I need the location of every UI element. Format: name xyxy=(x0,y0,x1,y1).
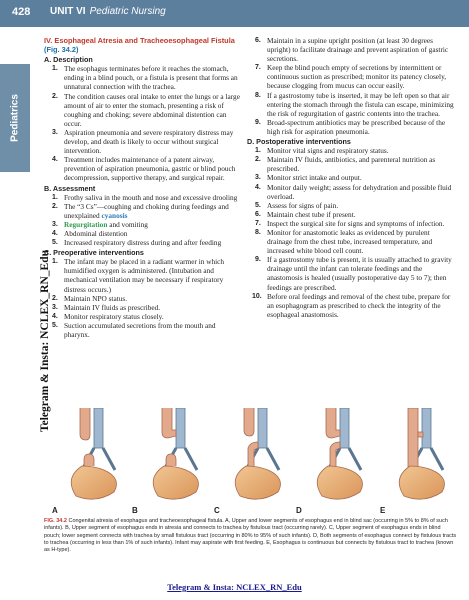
list-item-text: Maintain in a supine upright position (at least 30 degrees upright) to facilitate drainage and prevent aspiration of gastric secretions. xyxy=(267,36,449,64)
list-item-text: and vomiting xyxy=(107,219,148,229)
list-item: 4. Treatment includes maintenance of a patent airway, prevention of aspiration pneumonia, gastric or blind pouch decompression, supportive therapy, and surgical repair. xyxy=(52,155,236,183)
figure-label-e: E xyxy=(380,506,386,515)
list-item-text: Monitor daily weight; assess for dehydration and possible fluid overload. xyxy=(267,182,452,201)
list-item-text: Assess for signs of pain. xyxy=(267,200,339,210)
list-item-text: Monitor vital signs and respiratory status. xyxy=(267,146,389,156)
list-item: 3. Regurgitation and vomiting xyxy=(52,219,148,229)
figure-caption xyxy=(44,518,458,554)
list-item: 6. Maintain chest tube if present. xyxy=(255,209,356,219)
page-header xyxy=(0,0,469,27)
left-column xyxy=(44,36,240,339)
list-item-text: If a gastrostomy tube is inserted, it may be left open so that air entering the stomach through the fistula can escape, minimizing the risk of regurgitation of gastric contents into the trachea. xyxy=(267,90,454,118)
list-item: 3. Maintain IV fluids as prescribed. xyxy=(52,302,161,312)
list-item: 1. Monitor vital signs and respiratory status. xyxy=(255,146,389,156)
figure-panel-a xyxy=(71,408,116,499)
page-number: 428 xyxy=(12,6,31,18)
list-item: 3. Aspiration pneumonia and severe respiratory distress may develop, and death is likely to occur without surgical intervention. xyxy=(52,127,234,156)
section-title xyxy=(44,36,240,54)
list-item: 1. Frothy saliva in the mouth and nose and excessive drooling xyxy=(52,192,238,202)
list-item-text: Keep the blind pouch empty of secretions by intermittent or continuous suction as prescribed; monitor its patency closely, because clogging from mucus can occur easily. xyxy=(267,63,447,91)
figure-panel-b xyxy=(153,408,198,499)
figure-panel-e xyxy=(399,408,444,499)
list-item: 7. Inspect the surgical site for signs and symptoms of infection. xyxy=(255,218,445,228)
figure-label-d: D xyxy=(296,506,302,515)
unit-label: UNIT VI xyxy=(50,6,86,17)
list-item-text: Monitor strict intake and output. xyxy=(267,173,362,183)
side-tab-pediatrics xyxy=(0,64,30,172)
list-item-text: Abdominal distention xyxy=(64,228,128,238)
list-item: 4. Abdominal distention xyxy=(52,228,128,238)
figure-panel-c xyxy=(235,408,280,499)
list-item: 6. Maintain in a supine upright position (at least 30 degrees upright) to facilitate drainage and prevent aspiration of gastric secretions. xyxy=(255,36,449,64)
list-item-text: Maintain chest tube if present. xyxy=(267,209,356,219)
list-item-text: Frothy saliva in the mouth and nose and excessive drooling xyxy=(64,192,238,202)
side-tab-label: Pediatrics xyxy=(9,94,21,142)
list-item-text: Broad-spectrum antibiotics may be prescribed because of the high risk for aspiration pneumonia. xyxy=(267,117,446,136)
figure-illustration xyxy=(44,408,458,504)
list-item: 2. Maintain IV fluids, antibiotics, and parenteral nutrition as prescribed. xyxy=(255,155,436,174)
figure-caption-label: FIG. 34.2 xyxy=(44,518,67,524)
list-item: 10. Before oral feedings and removal of the chest tube, prepare for an esophagogram as prescribed to check the integrity of the esophageal anastomosis. xyxy=(252,291,451,319)
postop-heading: D. Postoperative interventions xyxy=(247,137,351,147)
description-heading: A. Description xyxy=(44,55,93,65)
list-item-text: If a gastrostomy tube is present, it is usually attached to gravity drainage until the infant can tolerate feedings and the anastomosis is healed (usually postoperative day 5 to 7); then feedings are prescribed. xyxy=(267,255,452,292)
list-item-text: Monitor respiratory status closely. xyxy=(64,311,164,321)
list-item-text: Before oral feedings and removal of the chest tube, prepare for an esophagogram as prescribed to check the integrity of the esophageal anastomosis. xyxy=(267,291,451,319)
figure-label-c: C xyxy=(214,506,220,515)
list-item: 2. The “3 Cs”—coughing and choking during feedings and unexplained cyanosis xyxy=(52,201,229,220)
section-title-text: IV. Esophageal Atresia and Tracheoesophageal Fistula xyxy=(44,36,235,45)
list-item: 1. The esophagus terminates before it reaches the stomach, ending in a blind pouch, or a fistula is present that forms an unnatural connection with the trachea. xyxy=(52,64,238,92)
figure-caption-text: Congenital atresia of esophagus and tracheoesophageal fistula. A, Upper and lower segments of esophagus end in blind sac (occurring in 5% to 8% of such infants). B, Upper segment of esophagus ends in atresia and connects to trachea by fistulous tract (occurring rarely). C, Upper segment of esophagus ends in blind pouch; lower segment connects with trachea by small fistulous tract (occurring in 80% to 95% of such infants). D, Both segments of esophagus connect by fistulous tracts to trachea (occurring in less than 1% of such infants). Infant may aspirate with first feeding. E, Esophagus is continuous but connects by fistulous tract to trachea (known as H-type). xyxy=(44,518,457,554)
list-item-text: The esophagus terminates before it reaches the stomach, ending in a blind pouch, or a fistula is present that forms an unnatural connection with the trachea. xyxy=(64,64,238,92)
highlight-regurgitation: Regurgitation xyxy=(64,219,108,229)
list-item: 5. Increased respiratory distress during and after feeding xyxy=(52,238,222,248)
assessment-heading: B. Assessment xyxy=(44,183,96,193)
list-item: 4. Monitor daily weight; assess for dehydration and possible fluid overload. xyxy=(255,182,452,201)
list-item: 5. Suction accumulated secretions from the mouth and pharynx. xyxy=(52,320,216,339)
figure-panel-d xyxy=(317,408,362,499)
list-item: 4. Monitor respiratory status closely. xyxy=(52,311,164,321)
list-item: 8. Monitor for anastomotic leaks as evidenced by purulent drainage from the chest tube, increased temperature, and increased white blood cell count. xyxy=(255,227,433,256)
list-item: 8. If a gastrostomy tube is inserted, it may be left open so that air entering the stomach through the fistula can escape, minimizing the risk of regurgitation of gastric contents into the trachea. xyxy=(255,90,454,118)
list-item-text: Treatment includes maintenance of a patent airway, prevention of aspiration pneumonia, gastric or blind pouch decompression, supportive therapy, and surgical repair. xyxy=(64,155,236,183)
list-item-text: Increased respiratory distress during and after feeding xyxy=(64,238,222,248)
right-column xyxy=(247,36,455,319)
list-item-text: Maintain IV fluids, antibiotics, and parenteral nutrition as prescribed. xyxy=(267,155,436,174)
figure-reference: (Fig. 34.2) xyxy=(44,45,79,55)
list-item: 1. The infant may be placed in a radiant warmer in which humidified oxygen is administered. (Intubation and mechanical ventilation may be necessary if respiratory distress occurs.) xyxy=(52,257,225,294)
list-item-text: Aspiration pneumonia and severe respiratory distress may develop, and death is likely to occur without surgical intervention. xyxy=(64,127,234,156)
figure-label-a: A xyxy=(52,506,58,515)
list-item-text: The condition causes oral intake to enter the lungs or a large amount of air to enter the stomach, presenting a risk of coughing and choking; severe abdominal distention can occur. xyxy=(64,91,240,128)
list-item: 2. Maintain NPO status. xyxy=(52,293,128,303)
list-item-text: Inspect the surgical site for signs and symptoms of infection. xyxy=(267,218,445,228)
list-item: 9. Broad-spectrum antibiotics may be prescribed because of the high risk for aspiration pneumonia. xyxy=(255,117,446,136)
unit-subtitle: Pediatric Nursing xyxy=(89,6,166,17)
figure-esophageal-atresia xyxy=(44,408,458,516)
unit-title xyxy=(50,6,166,17)
list-item: 7. Keep the blind pouch empty of secretions by intermittent or continuous suction as prescribed; monitor its patency closely, because clogging from mucus can occur easily. xyxy=(255,63,447,91)
list-item: 9. If a gastrostomy tube is present, it is usually attached to gravity drainage until the infant can tolerate feedings and the anastomosis is healed (usually postoperative day 5 to 7); then feedings are prescribed. xyxy=(255,255,452,292)
list-item-text: Suction accumulated secretions from the mouth and pharynx. xyxy=(64,320,216,339)
figure-label-b: B xyxy=(132,506,138,515)
list-item-text: Maintain NPO status. xyxy=(64,293,128,303)
list-item-text: Maintain IV fluids as prescribed. xyxy=(64,302,161,312)
list-item-text: Monitor for anastomotic leaks as evidenced by purulent drainage from the chest tube, increased temperature, and increased white blood cell count. xyxy=(267,227,433,256)
list-item: 2. The condition causes oral intake to enter the lungs or a large amount of air to enter the stomach, presenting a risk of coughing and choking; severe abdominal distention can occur. xyxy=(52,91,240,128)
preop-heading: C. Preoperative interventions xyxy=(44,248,144,258)
highlight-cyanosis: cyanosis xyxy=(101,210,128,220)
list-item: 3. Monitor strict intake and output. xyxy=(255,173,362,183)
watermark-bottom: Telegram & Insta: NCLEX_RN_Edu xyxy=(167,582,302,592)
list-item: 5. Assess for signs of pain. xyxy=(255,200,339,210)
list-item-text: The “3 Cs”—coughing and choking during feedings and unexplained xyxy=(64,201,229,220)
watermark-vertical: Telegram & Insta: NCLEX_RN_Edu xyxy=(39,250,51,432)
list-item-text: The infant may be placed in a radiant warmer in which humidified oxygen is administered. (Intubation and mechanical ventilation may be necessary if respiratory distress occurs.) xyxy=(64,257,225,294)
